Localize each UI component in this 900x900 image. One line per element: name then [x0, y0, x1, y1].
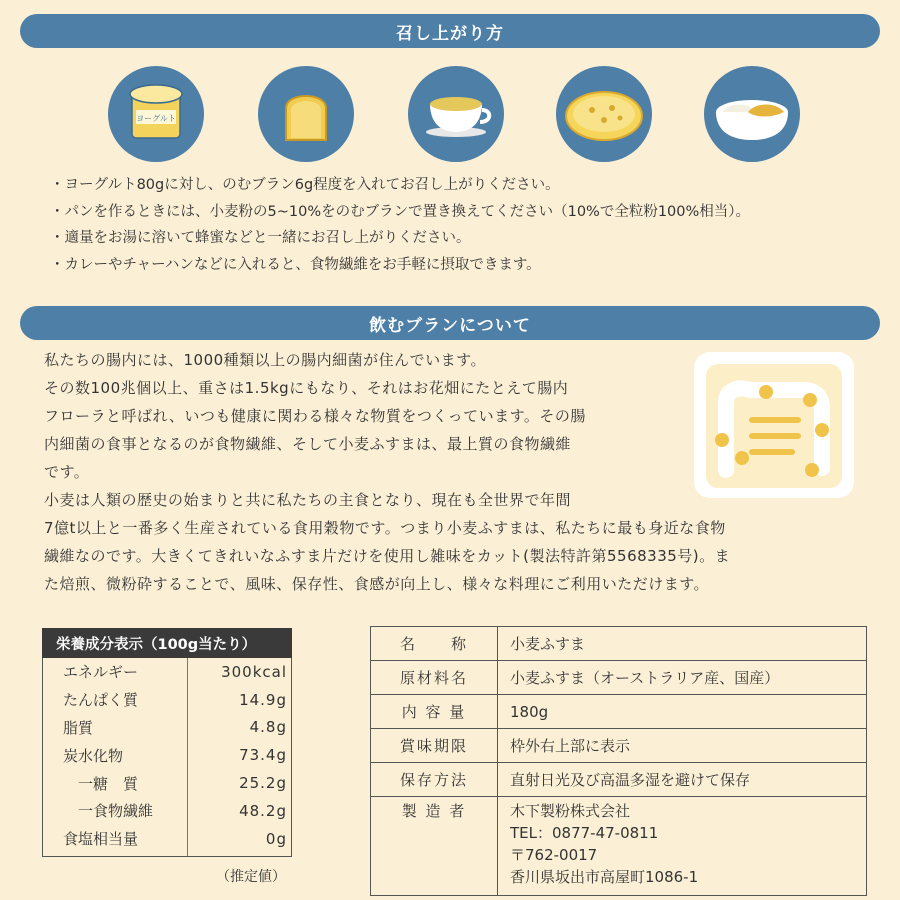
product-value: 枠外右上部に表示	[498, 729, 867, 763]
about-line: 内細菌の食事となるのが食物繊維、そして小麦ふすまは、最上質の食物繊維	[44, 435, 572, 453]
maker-line: 〒762-0017	[510, 846, 598, 864]
nutrient-label: 脂質	[63, 718, 94, 737]
curry-icon	[704, 66, 800, 162]
product-value: 180g	[498, 695, 867, 729]
nutrient-value: 73.4g	[239, 746, 287, 765]
about-line: た焙煎、微粉砕することで、風味、保存性、食感が向上し、様々な料理にご利用いただけます。	[44, 575, 710, 593]
nutrition-box	[42, 658, 292, 857]
maker-line: TEL：0877-47-0811	[510, 824, 659, 842]
about-banner	[20, 306, 880, 340]
intestine-illustration	[692, 350, 856, 500]
about-line: フローラと呼ばれ、いつも健康に関わる様々な物質をつくっています。その腸	[44, 407, 586, 425]
usage-icons-row	[0, 66, 900, 166]
about-title: 飲むブランについて	[369, 315, 531, 336]
bread-icon	[258, 66, 354, 162]
nutrient-value: 300kcal	[221, 662, 287, 681]
usage-banner	[20, 14, 880, 48]
nutrient-value: 14.9g	[239, 690, 287, 709]
nutrient-label: 一食物繊維	[63, 802, 154, 821]
about-line: です。	[44, 463, 90, 481]
product-value: 直射日光及び高温多湿を避けて保存	[498, 763, 867, 797]
product-label: 原材料名	[371, 661, 498, 695]
about-line: 繊維なのです。大きくてきれいなふすま片だけを使用し雑味をカット(製法特許第5568335号)。ま	[44, 547, 731, 565]
nutrient-label: 炭水化物	[63, 746, 124, 765]
product-row	[371, 797, 867, 896]
nutrition-row	[43, 714, 291, 742]
nutrient-value: 25.2g	[239, 774, 287, 793]
nutrition-row	[43, 658, 291, 686]
nutrition-row	[43, 797, 291, 825]
nutrient-label: 一糖 質	[63, 774, 139, 793]
about-line: その数100兆個以上、重さは1.5kgにもなり、それはお花畑にたとえて腸内	[44, 379, 569, 397]
maker-label: 製 造 者	[371, 797, 498, 896]
about-line: 私たちの腸内には、1000種類以上の腸内細菌が住んでいます。	[44, 351, 486, 369]
about-line: 7億t以上と一番多く生産されている食用穀物です。つまり小麦ふすまは、私たちに最も身近な食物	[44, 519, 726, 537]
nutrition-title: 栄養成分表示（100g当たり）	[42, 628, 292, 658]
about-line: 小麦は人類の歴史の始まりと共に私たちの主食となり、現在も全世界で年間	[44, 491, 572, 509]
nutrient-value: 4.8g	[249, 718, 287, 737]
usage-title: 召し上がり方	[396, 23, 504, 44]
product-row	[371, 729, 867, 763]
nutrition-row	[43, 769, 291, 797]
product-info-table	[370, 626, 867, 896]
tea-cup-icon	[408, 66, 504, 162]
usage-line: ・パンを作るときには、小麦粉の5~10%をのむブランで置き換えてください（10%で全粒粉100%相当）。	[50, 203, 751, 220]
nutrient-label: 食塩相当量	[63, 830, 139, 849]
product-value: 小麦ふすま（オーストラリア産、国産）	[498, 661, 867, 695]
nutrition-row	[43, 741, 291, 769]
product-label: 賞味期限	[371, 729, 498, 763]
usage-line: ・ヨーグルト80gに対し、のむブラン6g程度を入れてお召し上がりください。	[50, 177, 560, 193]
product-label: 保存方法	[371, 763, 498, 797]
usage-line: ・適量をお湯に溶いて蜂蜜などと一緒にお召し上がりください。	[50, 230, 471, 246]
estimate-note: （推定値）	[216, 869, 286, 885]
product-row	[371, 661, 867, 695]
nutrition-row	[43, 686, 291, 714]
nutrition-row	[43, 825, 291, 853]
pizza-icon	[556, 66, 652, 162]
product-value: 小麦ふすま	[498, 627, 867, 661]
yogurt-label: ヨーグルト	[136, 114, 176, 123]
maker-line: 香川県坂出市高屋町1086-1	[510, 868, 699, 886]
maker-info	[498, 797, 867, 896]
usage-list	[50, 172, 750, 278]
nutrient-value: 0g	[265, 829, 287, 848]
nutrition-table	[42, 628, 292, 857]
nutrient-label: エネルギー	[63, 663, 139, 682]
about-text	[44, 346, 731, 598]
product-row	[371, 695, 867, 729]
nutrient-label: たんぱく質	[63, 691, 139, 710]
product-row	[371, 763, 867, 797]
product-label: 名 称	[371, 627, 498, 661]
maker-line: 木下製粉株式会社	[510, 802, 631, 820]
product-row	[371, 627, 867, 661]
product-label: 内 容 量	[371, 695, 498, 729]
nutrient-value: 48.2g	[239, 801, 287, 820]
yogurt-icon	[108, 66, 204, 162]
usage-line: ・カレーやチャーハンなどに入れると、食物繊維をお手軽に摂取できます。	[50, 256, 541, 273]
